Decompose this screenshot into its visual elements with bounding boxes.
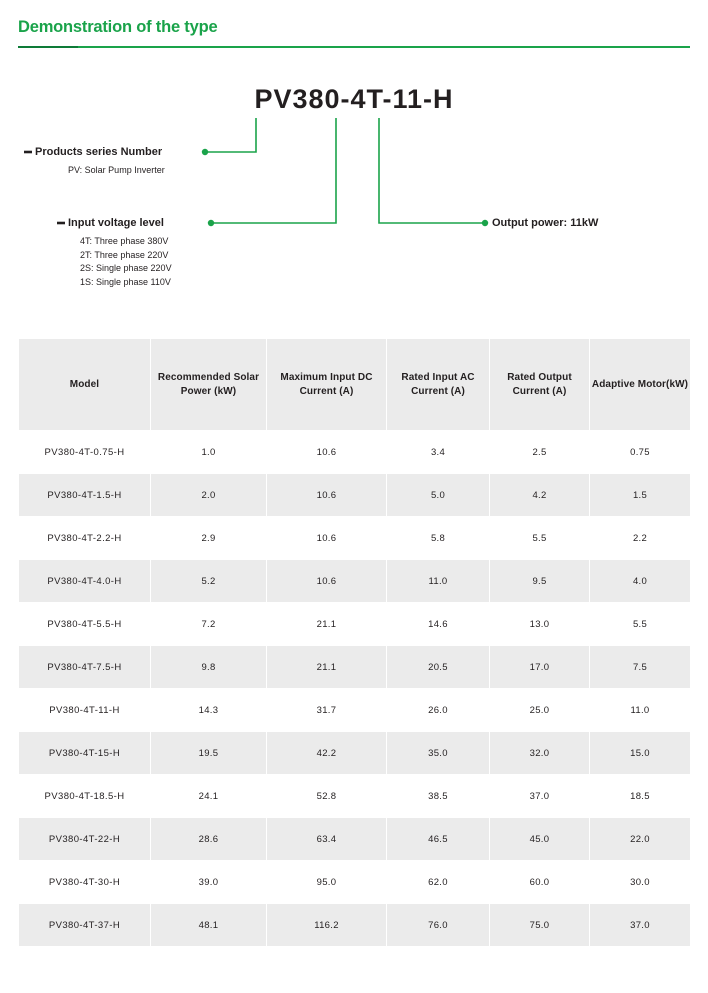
cell-rated-input-ac: 62.0 — [387, 861, 490, 904]
spec-table — [18, 338, 691, 947]
column-header-rated-input-ac: Rated Input AC Current (A) — [387, 339, 490, 431]
cell-model: PV380-4T-2.2-H — [19, 517, 151, 560]
table-body — [19, 431, 691, 947]
cell-max-input-dc: 52.8 — [267, 775, 387, 818]
cell-model: PV380-4T-11-H — [19, 689, 151, 732]
column-header-rated-output: Rated Output Current (A) — [490, 339, 590, 431]
cell-rated-input-ac: 5.8 — [387, 517, 490, 560]
table-row — [19, 689, 691, 732]
cell-rated-output: 75.0 — [490, 904, 590, 947]
type-code-text: PV380-4T-11-H — [254, 84, 454, 114]
cell-max-input-dc: 63.4 — [267, 818, 387, 861]
cell-rated-output: 5.5 — [490, 517, 590, 560]
cell-model: PV380-4T-37-H — [19, 904, 151, 947]
callout-series-detail: PV: Solar Pump Inverter — [68, 165, 165, 175]
column-header-adaptive-motor: Adaptive Motor(kW) — [590, 339, 691, 431]
cell-model: PV380-4T-5.5-H — [19, 603, 151, 646]
cell-adaptive-motor: 15.0 — [590, 732, 691, 775]
cell-rated-output: 25.0 — [490, 689, 590, 732]
column-header-max-input-dc: Maximum Input DC Current (A) — [267, 339, 387, 431]
table-row — [19, 474, 691, 517]
cell-adaptive-motor: 30.0 — [590, 861, 691, 904]
cell-solar-power: 39.0 — [151, 861, 267, 904]
table-header-row — [19, 339, 691, 431]
cell-model: PV380-4T-30-H — [19, 861, 151, 904]
input-voltage-option: 1S: Single phase 110V — [80, 276, 171, 287]
cell-rated-input-ac: 76.0 — [387, 904, 490, 947]
cell-max-input-dc: 21.1 — [267, 603, 387, 646]
cell-rated-input-ac: 3.4 — [387, 431, 490, 474]
cell-adaptive-motor: 22.0 — [590, 818, 691, 861]
cell-solar-power: 2.9 — [151, 517, 267, 560]
cell-solar-power: 24.1 — [151, 775, 267, 818]
cell-rated-output: 17.0 — [490, 646, 590, 689]
cell-solar-power: 48.1 — [151, 904, 267, 947]
cell-max-input-dc: 10.6 — [267, 431, 387, 474]
input-voltage-option: 2T: Three phase 220V — [80, 249, 169, 260]
table-header — [19, 339, 691, 431]
callout-input-voltage-label: Input voltage level — [68, 217, 164, 229]
cell-rated-output: 13.0 — [490, 603, 590, 646]
cell-rated-output: 4.2 — [490, 474, 590, 517]
callout-input-voltage-details — [80, 235, 172, 289]
column-header-model: Model — [19, 339, 151, 431]
page-header — [18, 18, 690, 48]
cell-rated-input-ac: 35.0 — [387, 732, 490, 775]
cell-max-input-dc: 10.6 — [267, 560, 387, 603]
cell-model: PV380-4T-0.75-H — [19, 431, 151, 474]
callout-output-power-label: Output power: 11kW — [492, 217, 599, 229]
cell-adaptive-motor: 2.2 — [590, 517, 691, 560]
specification-table — [18, 338, 690, 947]
cell-solar-power: 14.3 — [151, 689, 267, 732]
cell-max-input-dc: 10.6 — [267, 474, 387, 517]
cell-max-input-dc: 116.2 — [267, 904, 387, 947]
cell-adaptive-motor: 0.75 — [590, 431, 691, 474]
cell-max-input-dc: 42.2 — [267, 732, 387, 775]
cell-rated-output: 60.0 — [490, 861, 590, 904]
header-divider — [18, 46, 690, 48]
cell-adaptive-motor: 7.5 — [590, 646, 691, 689]
cell-rated-input-ac: 46.5 — [387, 818, 490, 861]
cell-solar-power: 2.0 — [151, 474, 267, 517]
cell-rated-input-ac: 38.5 — [387, 775, 490, 818]
cell-model: PV380-4T-22-H — [19, 818, 151, 861]
cell-rated-output: 2.5 — [490, 431, 590, 474]
cell-solar-power: 9.8 — [151, 646, 267, 689]
cell-adaptive-motor: 18.5 — [590, 775, 691, 818]
table-row — [19, 818, 691, 861]
cell-solar-power: 7.2 — [151, 603, 267, 646]
cell-adaptive-motor: 11.0 — [590, 689, 691, 732]
cell-adaptive-motor: 4.0 — [590, 560, 691, 603]
cell-model: PV380-4T-4.0-H — [19, 560, 151, 603]
cell-rated-input-ac: 5.0 — [387, 474, 490, 517]
cell-model: PV380-4T-18.5-H — [19, 775, 151, 818]
table-row — [19, 861, 691, 904]
cell-solar-power: 19.5 — [151, 732, 267, 775]
table-row — [19, 646, 691, 689]
column-header-solar-power: Recommended Solar Power (kW) — [151, 339, 267, 431]
table-row — [19, 775, 691, 818]
table-row — [19, 517, 691, 560]
cell-model: PV380-4T-15-H — [19, 732, 151, 775]
cell-max-input-dc: 21.1 — [267, 646, 387, 689]
table-row — [19, 560, 691, 603]
cell-rated-output: 32.0 — [490, 732, 590, 775]
type-code-diagram — [0, 70, 708, 320]
cell-rated-input-ac: 14.6 — [387, 603, 490, 646]
cell-adaptive-motor: 37.0 — [590, 904, 691, 947]
cell-rated-input-ac: 11.0 — [387, 560, 490, 603]
table-row — [19, 431, 691, 474]
cell-model: PV380-4T-7.5-H — [19, 646, 151, 689]
cell-solar-power: 28.6 — [151, 818, 267, 861]
cell-rated-input-ac: 26.0 — [387, 689, 490, 732]
page-title: Demonstration of the type — [18, 18, 218, 36]
input-voltage-option: 2S: Single phase 220V — [80, 263, 172, 273]
cell-max-input-dc: 31.7 — [267, 689, 387, 732]
table-row — [19, 603, 691, 646]
cell-rated-output: 37.0 — [490, 775, 590, 818]
input-voltage-option: 4T: Three phase 380V — [80, 236, 169, 246]
cell-adaptive-motor: 5.5 — [590, 603, 691, 646]
cell-rated-output: 45.0 — [490, 818, 590, 861]
cell-solar-power: 5.2 — [151, 560, 267, 603]
table-row — [19, 904, 691, 947]
cell-solar-power: 1.0 — [151, 431, 267, 474]
cell-max-input-dc: 95.0 — [267, 861, 387, 904]
cell-rated-output: 9.5 — [490, 560, 590, 603]
cell-adaptive-motor: 1.5 — [590, 474, 691, 517]
table-row — [19, 732, 691, 775]
cell-rated-input-ac: 20.5 — [387, 646, 490, 689]
callout-series-label: Products series Number — [35, 146, 163, 158]
cell-max-input-dc: 10.6 — [267, 517, 387, 560]
cell-model: PV380-4T-1.5-H — [19, 474, 151, 517]
